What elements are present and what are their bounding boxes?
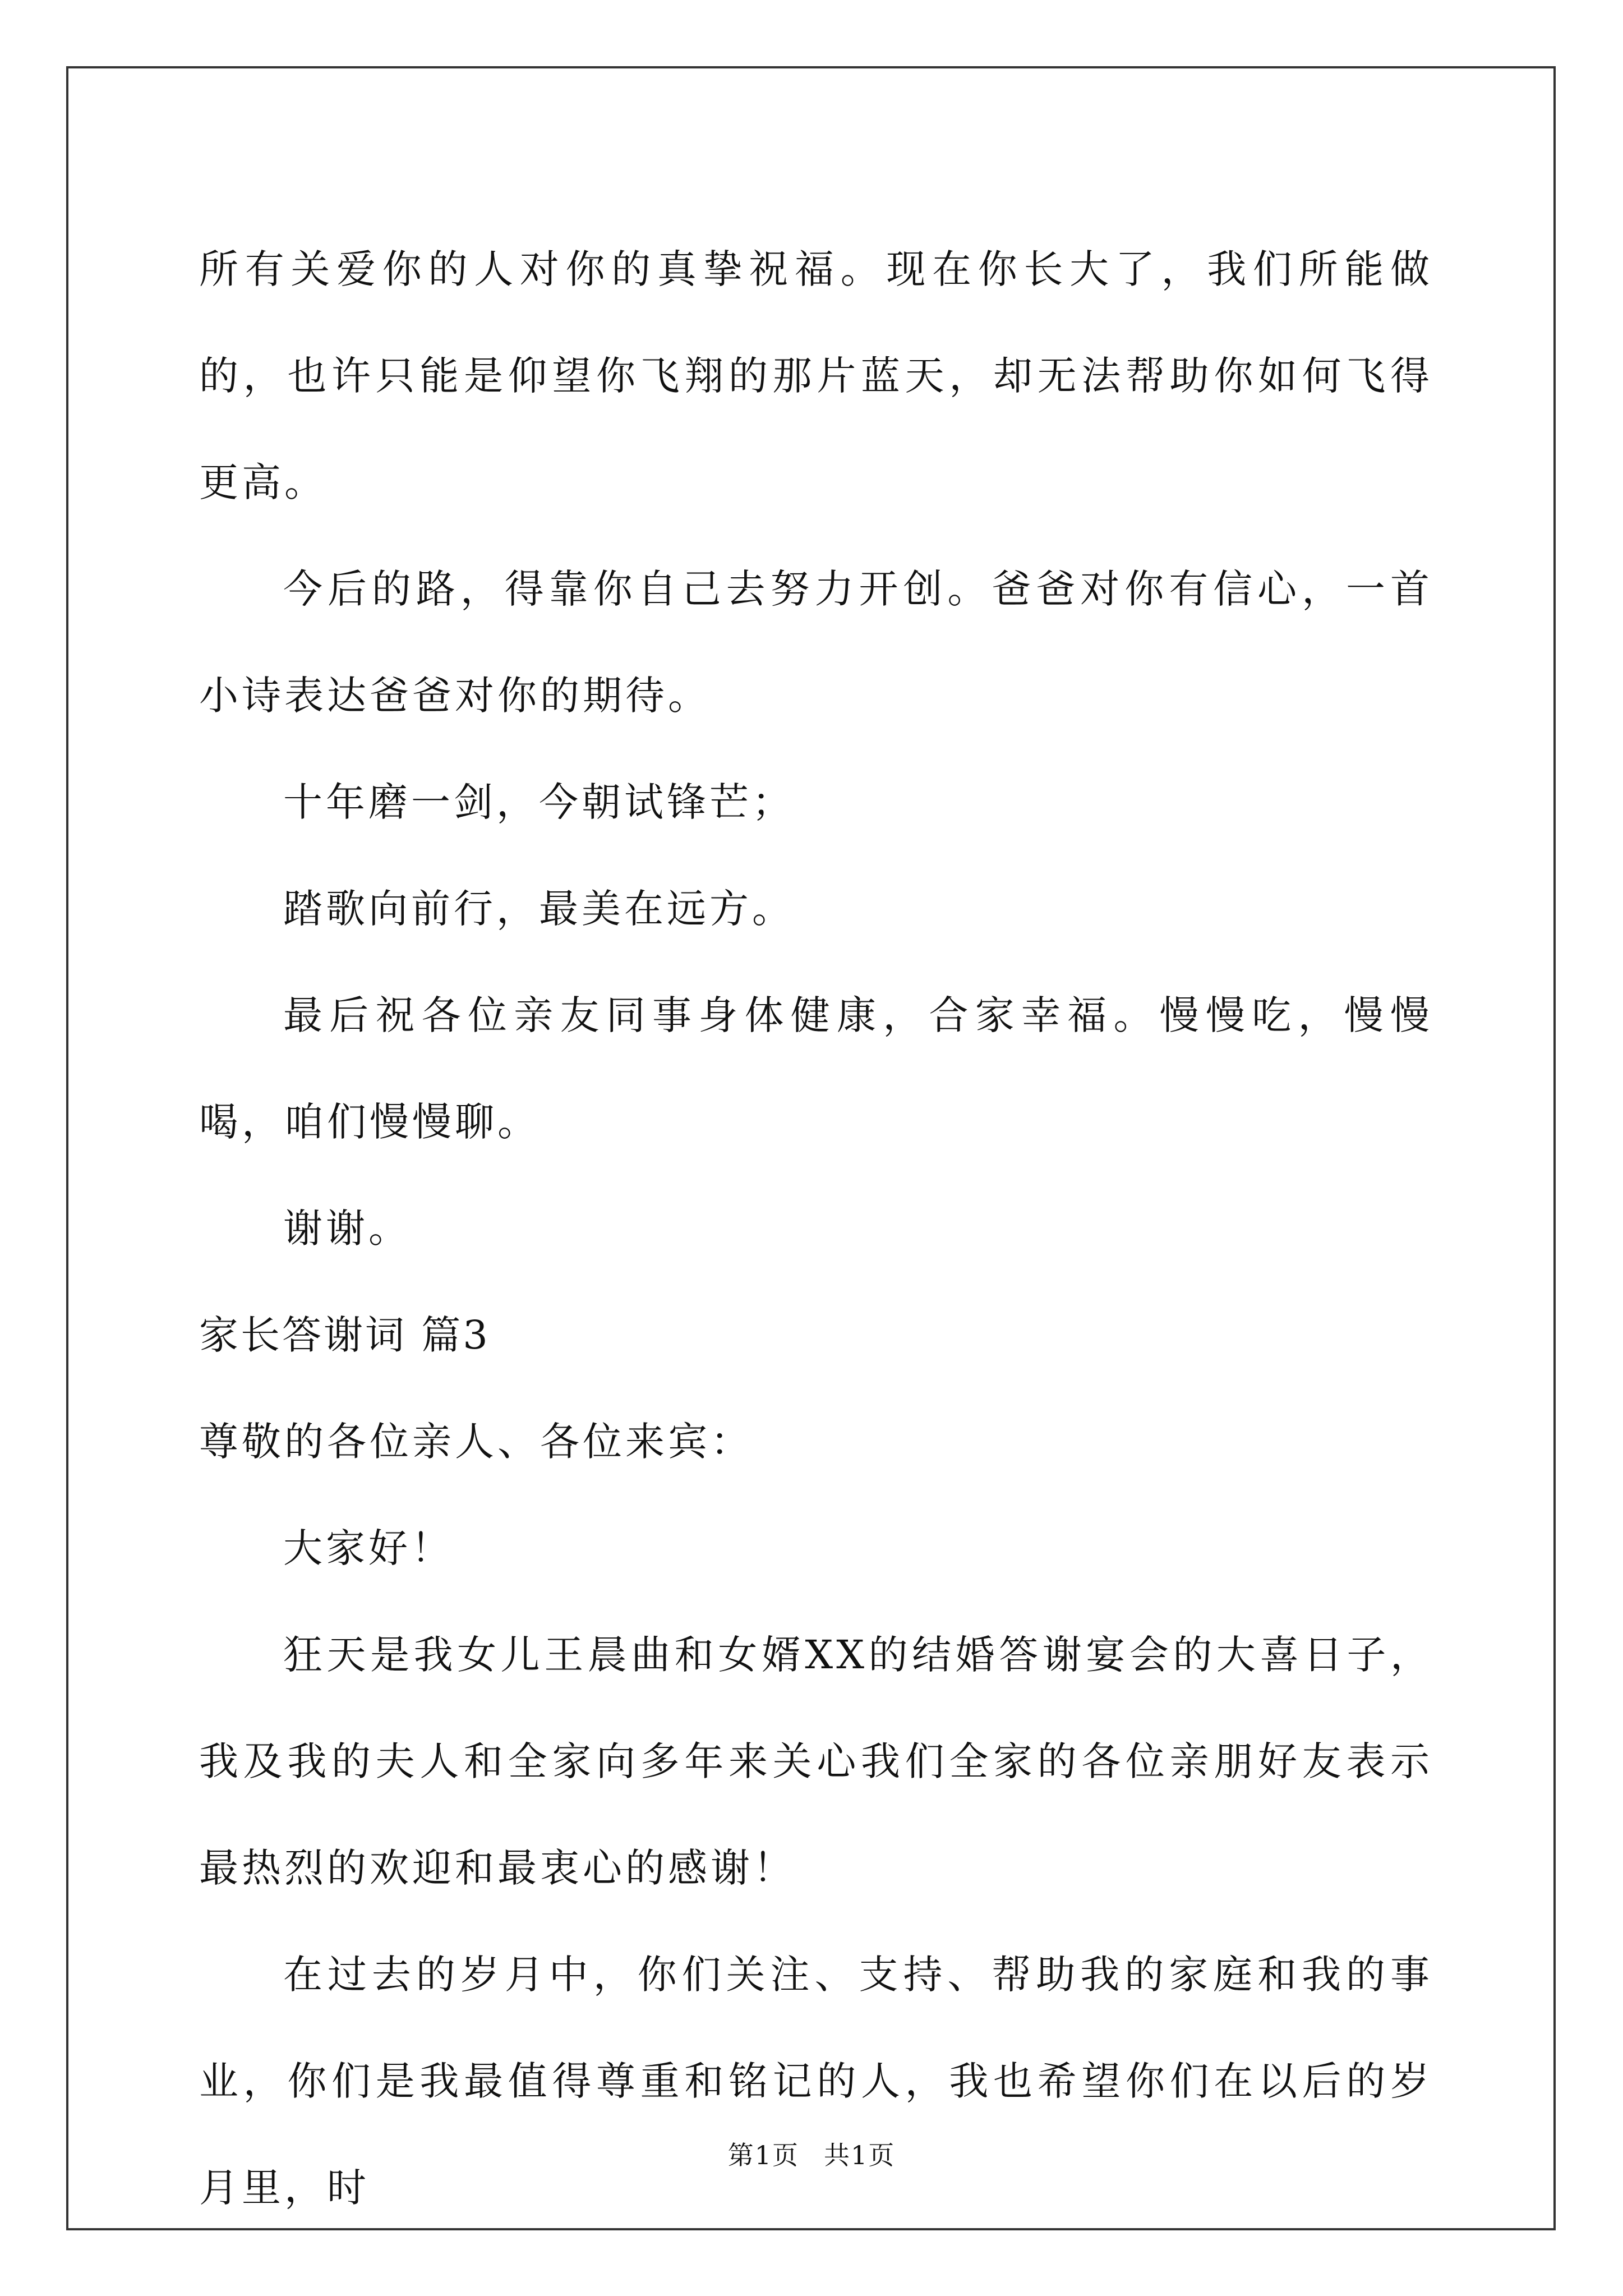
page-number: 第1页	[727, 2140, 799, 2170]
paragraph-closing-wishes: 最后祝各位亲友同事身体健康，合家幸福。慢慢吃，慢慢喝，咱们慢慢聊。	[199, 992, 1433, 1145]
poem-line-1: 十年磨一剑，今朝试锋芒；	[283, 779, 795, 825]
page-footer	[0, 2138, 1623, 2172]
poem-line-2: 踏歌向前行，最美在远方。	[283, 886, 795, 932]
paragraph-thanks: 谢谢。	[283, 1205, 411, 1251]
paragraph-2: 今后的路，得靠你自己去努力开创。爸爸对你有信心，一首小诗表达爸爸对你的期待。	[199, 566, 1433, 719]
paragraph-welcome: 狂天是我女儿王晨曲和女婿XX的结婚答谢宴会的大喜日子，我及我的夫人和全家向多年来关心我们全家的各位亲朋好友表示最热烈的欢迎和最衷心的感谢！	[199, 1632, 1433, 1891]
greeting: 大家好！	[283, 1525, 454, 1571]
paragraph-1: 所有关爱你的人对你的真挚祝福。现在你长大了，我们所能做的，也许只能是仰望你飞翔的那片蓝天，却无法帮助你如何飞得更高。	[199, 246, 1433, 505]
salutation: 尊敬的各位亲人、各位来宾：	[199, 1419, 753, 1465]
paragraph-gratitude: 在过去的岁月中，你们关注、支持、帮助我的家庭和我的事业，你们是我最值得尊重和铭记的人，我也希望你们在以后的岁月里，时	[199, 1952, 1433, 2211]
section-heading: 家长答谢词 篇3	[199, 1312, 490, 1358]
document-body	[199, 216, 1433, 2241]
page-total: 共1页	[824, 2140, 896, 2170]
